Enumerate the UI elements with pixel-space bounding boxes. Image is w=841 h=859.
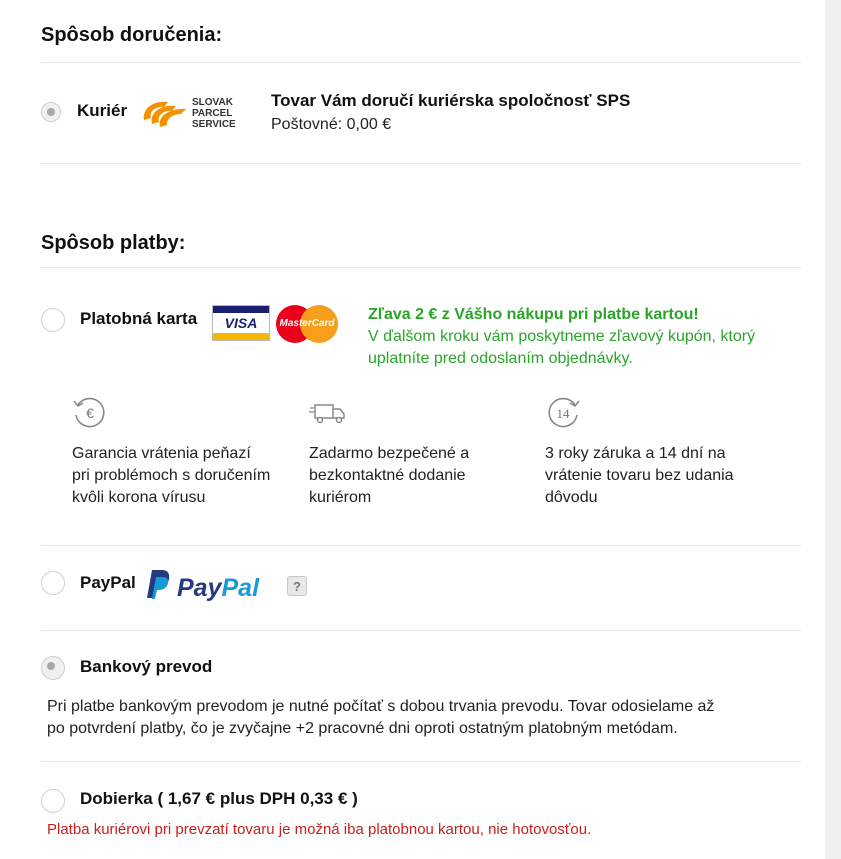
euro-refund-icon (72, 395, 108, 431)
courier-label: Kuriér (77, 101, 128, 120)
payment-option-cod[interactable] (40, 786, 810, 846)
feature-line: 3 roky záruka a 14 dní na (545, 445, 726, 462)
mastercard-logo (276, 305, 338, 343)
feature-line: bezkontaktné dodanie (309, 467, 466, 484)
sps-logo-line: SLOVAK (192, 97, 233, 108)
feature-delivery-text (309, 443, 539, 509)
feature-warranty-text (545, 443, 775, 509)
divider (41, 267, 801, 268)
feature-refund-text (72, 443, 302, 509)
visa-bottom-stripe (213, 333, 269, 340)
card-promo-line: V ďalšom kroku vám poskytneme zľavový kupón, ktorý (368, 328, 756, 345)
bank-radio[interactable] (41, 656, 65, 680)
sps-logo (140, 94, 244, 130)
card-promo-text (368, 326, 755, 370)
payment-option-paypal[interactable] (40, 565, 440, 609)
bank-note (47, 696, 807, 740)
payment-option-card[interactable] (40, 300, 810, 367)
delivery-section-title: Spôsob doručenia: (41, 24, 223, 46)
fourteen-days-icon-text: 14 (556, 406, 570, 421)
paypal-p-icon (143, 568, 171, 600)
divider (41, 545, 801, 546)
sps-logo-text (192, 97, 236, 130)
divider (41, 62, 801, 63)
courier-radio[interactable] (41, 102, 61, 122)
paypal-radio[interactable] (41, 571, 65, 595)
delivery-option-courier[interactable] (40, 80, 800, 150)
fourteen-days-icon (545, 395, 581, 431)
feature-line: pri problémoch s doručením (72, 467, 271, 484)
feature-delivery (309, 395, 549, 515)
cod-label: Dobierka ( 1,67 € plus DPH 0,33 € ) (80, 789, 358, 808)
paypal-logo (143, 568, 273, 604)
bank-label: Bankový prevod (80, 657, 213, 676)
divider (41, 163, 801, 164)
bank-note-line: Pri platbe bankovým prevodom je nutné počítať s dobou trvania prevodu. Tovar odosielame až (47, 698, 715, 715)
payment-section-title: Spôsob platby: (41, 232, 186, 254)
paypal-label: PayPal (80, 573, 136, 592)
sps-logo-line: PARCEL (192, 108, 233, 119)
feature-line: Zadarmo bezpečené a (309, 445, 470, 462)
mastercard-text: MasterCard (279, 318, 335, 329)
paypal-wordmark-pay: Pay (177, 574, 222, 602)
cod-radio[interactable] (41, 789, 65, 813)
feature-line: vrátenie tovaru bez udania (545, 467, 734, 484)
feature-line: kvôli korona vírusu (72, 489, 206, 506)
feature-refund (72, 395, 312, 515)
feature-line: dôvodu (545, 489, 598, 506)
bank-note-line: po potvrdení platby, čo je zvyčajne +2 pracovné dni oproti ostatným platobným metódam. (47, 720, 678, 737)
visa-logo (212, 305, 270, 341)
card-promo-title: Zľava 2 € z Vášho nákupu pri platbe kartou! (368, 306, 699, 323)
feature-warranty (545, 395, 785, 515)
card-label: Platobná karta (80, 309, 198, 328)
cod-note: Platba kuriérovi pri prevzatí tovaru je možná iba platobnou kartou, nie hotovosťou. (47, 821, 592, 838)
paypal-wordmark (177, 574, 259, 603)
courier-description: Tovar Vám doručí kuriérska spoločnosť SPS (271, 91, 631, 110)
payment-option-bank[interactable] (40, 654, 810, 744)
svg-text:€: € (86, 405, 94, 421)
paypal-help-icon[interactable]: ? (287, 576, 307, 596)
card-radio[interactable] (41, 308, 65, 332)
visa-text: VISA (224, 315, 258, 331)
paypal-wordmark-pal: Pal (221, 574, 260, 602)
card-promo-line: uplatníte pred odoslaním objednávky. (368, 350, 633, 367)
visa-top-stripe (213, 306, 269, 313)
courier-price: Poštovné: 0,00 € (271, 116, 392, 133)
divider (41, 630, 801, 631)
divider (41, 761, 801, 762)
delivery-truck-icon (309, 395, 349, 431)
sps-logo-mark (140, 94, 190, 130)
feature-line: Garancia vrátenia peňazí (72, 445, 251, 462)
feature-line: kuriérom (309, 489, 372, 506)
sps-logo-line: SERVICE (192, 119, 236, 130)
